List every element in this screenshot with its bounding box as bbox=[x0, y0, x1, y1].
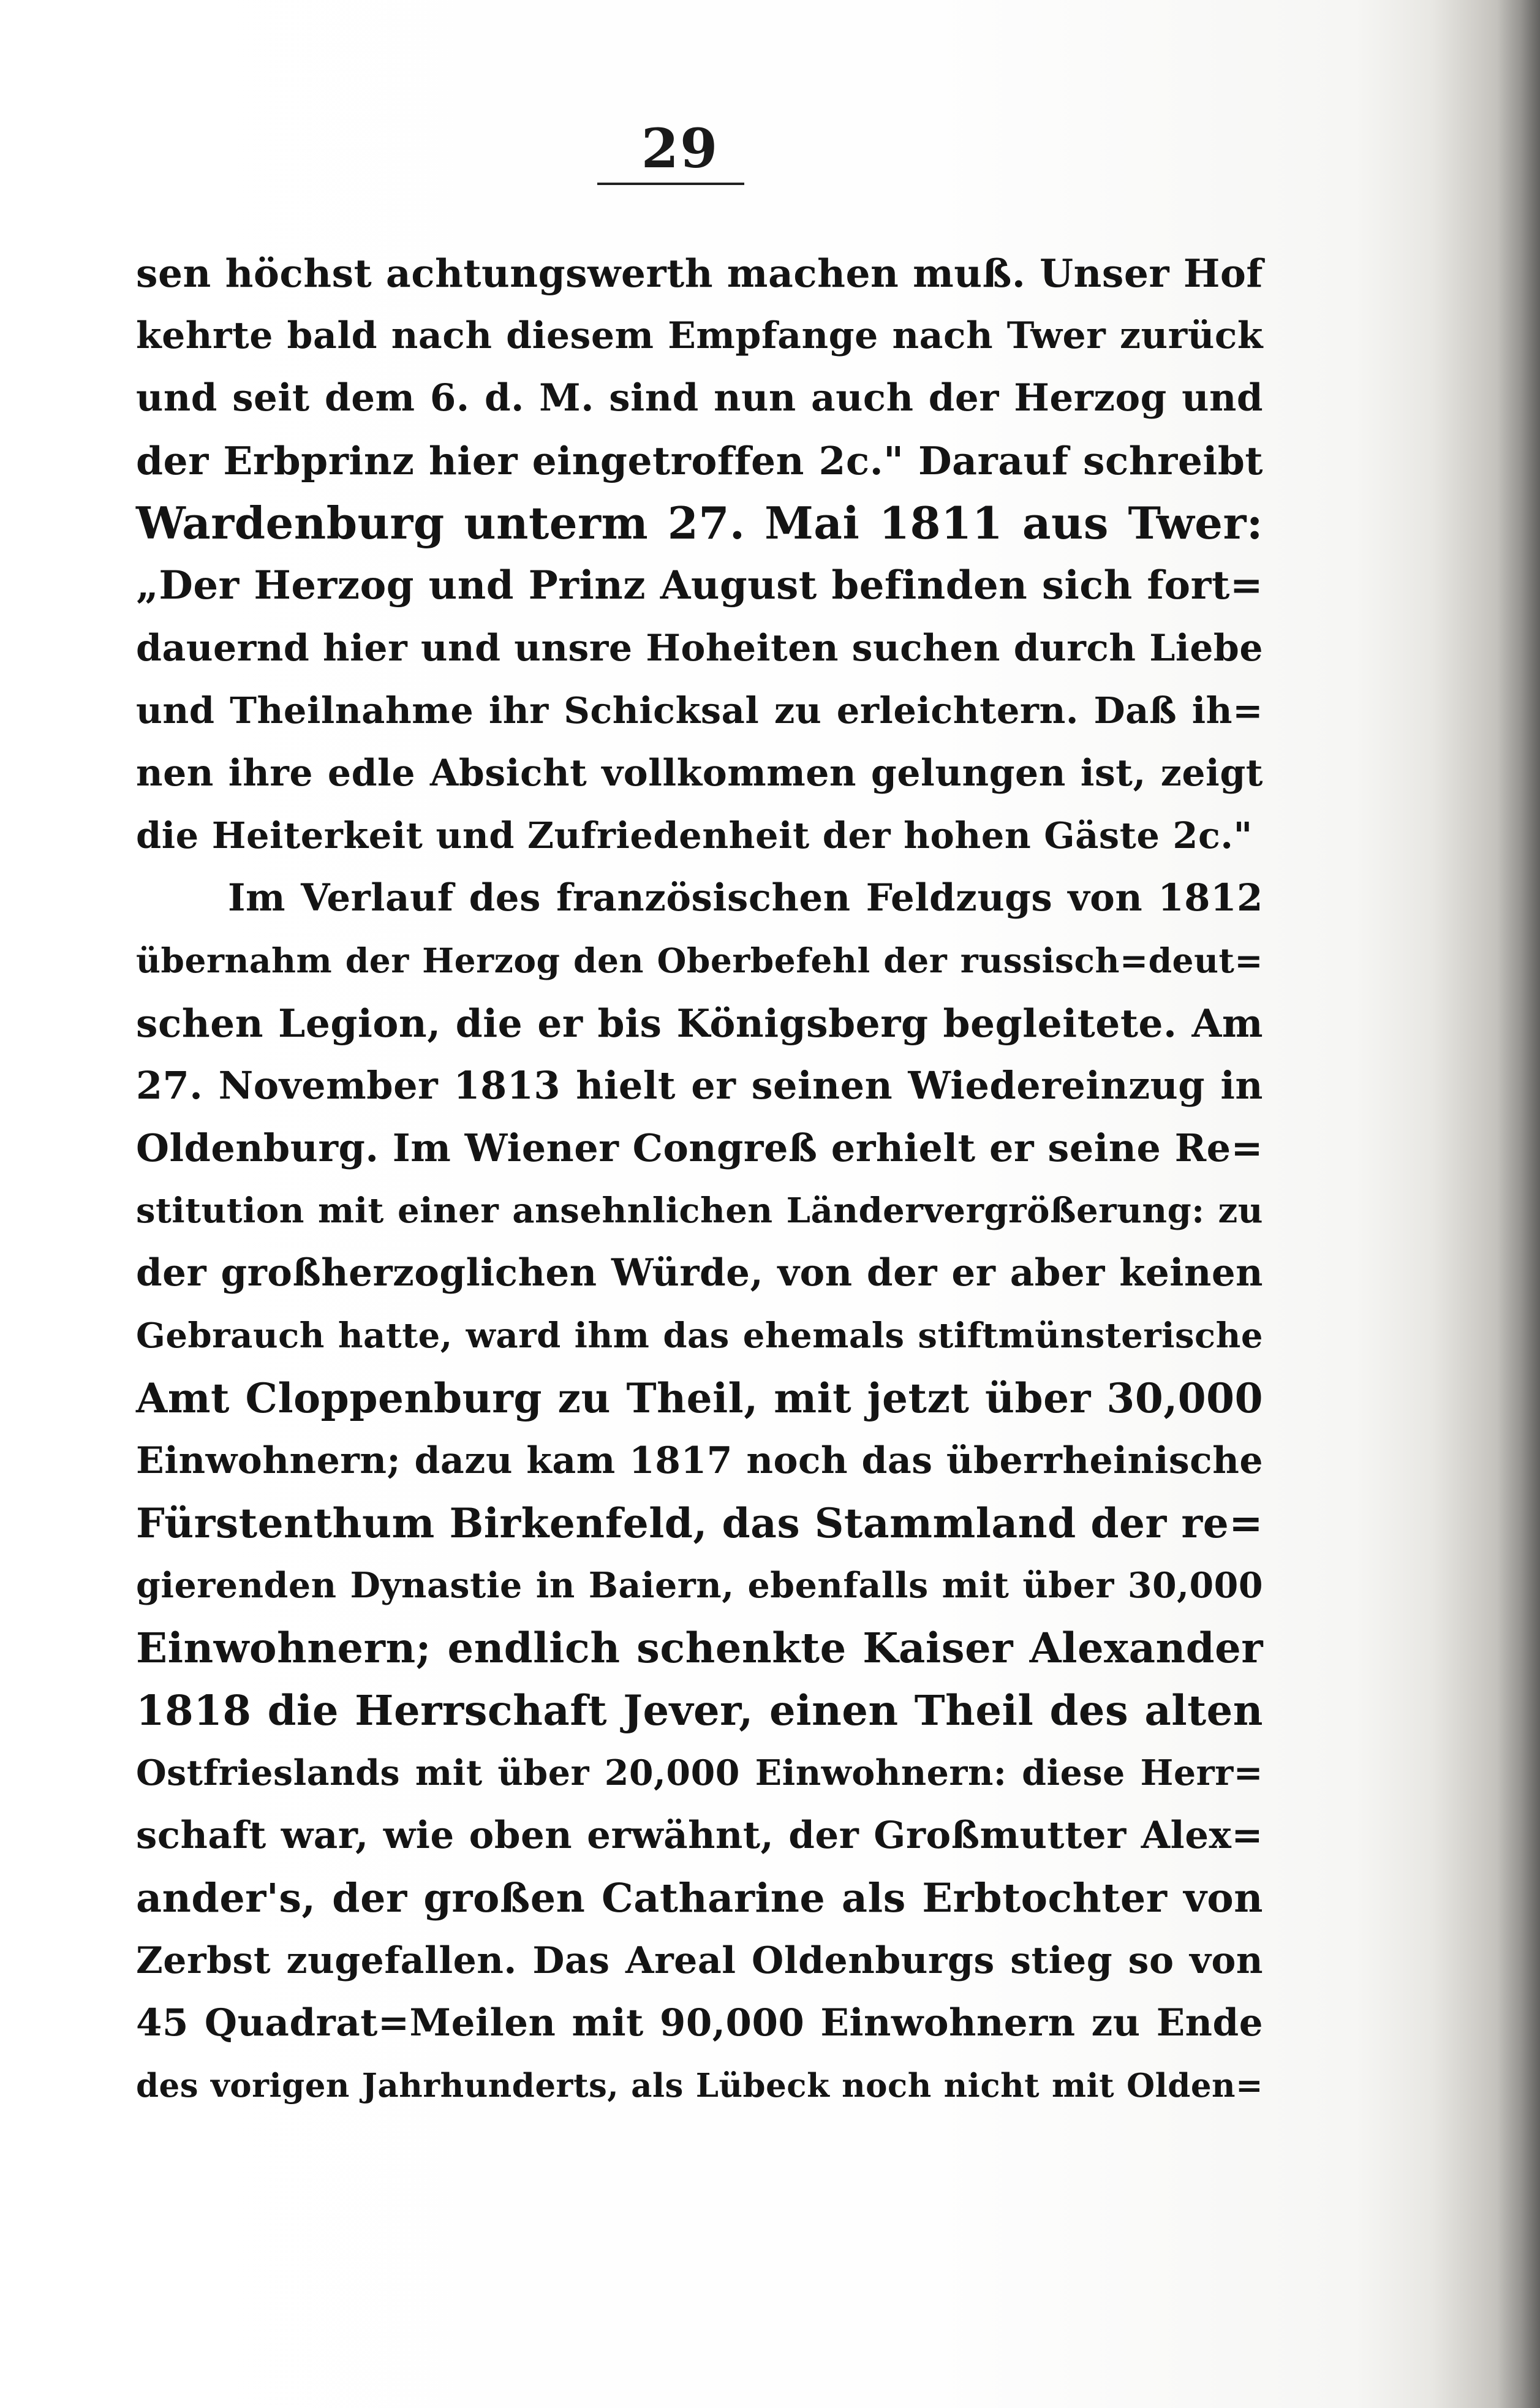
page-edge-shadow bbox=[1497, 0, 1540, 2408]
text-line: und Theilnahme ihr Schicksal zu erleichtern. Daß ih= bbox=[136, 689, 1263, 732]
text-line: „Der Herzog und Prinz August befinden sich fort= bbox=[136, 562, 1263, 608]
text-line: 27. November 1813 hielt er seinen Wiedereinzug in bbox=[136, 1063, 1263, 1108]
body-text bbox=[136, 242, 1263, 2117]
text-line: 1818 die Herrschaft Jever, einen Theil des alten bbox=[136, 1686, 1263, 1735]
text-line: ander's, der großen Catharine als Erbtochter von bbox=[136, 1875, 1263, 1921]
text-line: der großherzoglichen Würde, von der er aber keinen bbox=[136, 1251, 1263, 1295]
text-line: dauernd hier und unsre Hoheiten suchen durch Liebe bbox=[136, 627, 1263, 670]
text-line: Einwohnern; endlich schenkte Kaiser Alexander bbox=[136, 1624, 1263, 1672]
text-line: die Heiterkeit und Zufriedenheit der hohen Gäste 2c." bbox=[136, 814, 1253, 857]
text-line: kehrte bald nach diesem Empfange nach Twer zurück bbox=[136, 314, 1263, 357]
text-line: Gebrauch hatte, ward ihm das ehemals stiftmünsterische bbox=[136, 1316, 1263, 1356]
text-line: nen ihre edle Absicht vollkommen gelungen ist, zeigt bbox=[136, 752, 1263, 795]
text-line: und seit dem 6. d. M. sind nun auch der Herzog und bbox=[136, 376, 1263, 420]
text-line: der Erbprinz hier eingetroffen 2c." Darauf schreibt bbox=[136, 438, 1263, 483]
page-number-rule bbox=[597, 183, 744, 185]
text-line: Amt Cloppenburg zu Theil, mit jetzt über 30,000 bbox=[136, 1374, 1263, 1422]
text-line: Fürstenthum Birkenfeld, das Stammland der re= bbox=[136, 1499, 1263, 1547]
text-line: des vorigen Jahrhunderts, als Lübeck noch nicht mit Olden= bbox=[136, 2067, 1263, 2105]
text-line: Oldenburg. Im Wiener Congreß erhielt er seine Re= bbox=[136, 1126, 1263, 1170]
text-line: Einwohnern; dazu kam 1817 noch das überrheinische bbox=[136, 1439, 1263, 1482]
text-line: Zerbst zugefallen. Das Areal Oldenburgs stieg so von bbox=[136, 1939, 1263, 1982]
text-line: gierenden Dynastie in Baiern, ebenfalls mit über 30,000 bbox=[136, 1565, 1263, 1606]
text-line: Ostfrieslands mit über 20,000 Einwohnern: diese Herr= bbox=[136, 1752, 1263, 1793]
text-line: sen höchst achtungswerth machen muß. Unser Hof bbox=[136, 251, 1263, 296]
text-line: Im Verlauf des französischen Feldzugs von 1812 bbox=[228, 876, 1263, 920]
text-line: schen Legion, die er bis Königsberg begleitete. Am bbox=[136, 1001, 1263, 1046]
text-line: übernahm der Herzog den Oberbefehl der russisch=deut= bbox=[136, 941, 1263, 980]
text-line: 45 Quadrat=Meilen mit 90,000 Einwohnern zu Ende bbox=[136, 2001, 1263, 2045]
page-number: 29 bbox=[641, 116, 719, 180]
text-line: schaft war, wie oben erwähnt, der Großmutter Alex= bbox=[136, 1814, 1263, 1857]
text-line: Wardenburg unterm 27. Mai 1811 aus Twer: bbox=[136, 497, 1263, 549]
text-line: stitution mit einer ansehnlichen Ländervergrößerung: zu bbox=[136, 1191, 1263, 1231]
